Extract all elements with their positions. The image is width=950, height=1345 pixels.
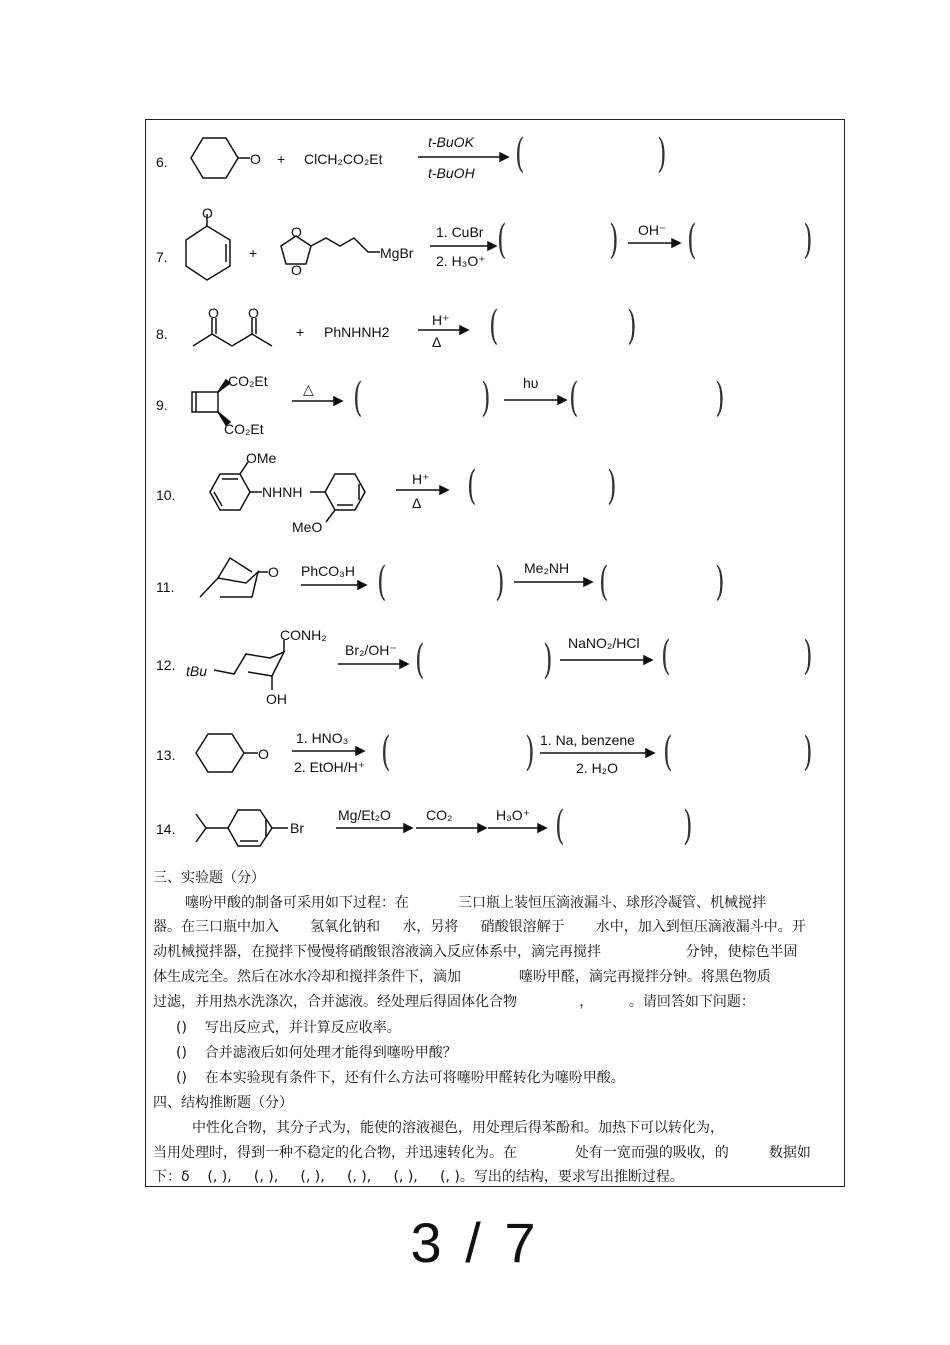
- isopropyl: [196, 814, 206, 842]
- svg-text:t-BuOK: t-BuOK: [428, 134, 474, 150]
- svg-text:CO₂: CO₂: [426, 807, 453, 823]
- blank-open: (: [467, 463, 477, 509]
- norcamphor: [200, 572, 258, 597]
- svg-text:ClCH₂CO₂Et: ClCH₂CO₂Et: [304, 151, 383, 167]
- blank-open: (: [661, 633, 671, 679]
- reaction-7: [156, 205, 680, 280]
- svg-text:H₃O⁺: H₃O⁺: [496, 807, 531, 823]
- cyclohexanone-ring-2: [196, 734, 244, 772]
- svg-text:CO₂Et: CO₂Et: [224, 421, 264, 437]
- blank-close: ): [657, 131, 667, 177]
- section4-line1: 中性化合物，其分子式为，能使的溶液褪色，用处理后得苯酚和。加热下可以转化为，: [192, 1120, 724, 1136]
- blank-close: ): [609, 217, 619, 263]
- svg-text:Δ: Δ: [432, 334, 442, 350]
- svg-text:2. H₃O⁺: 2. H₃O⁺: [436, 253, 486, 269]
- acetylacetone: [193, 334, 272, 346]
- svg-text:11.: 11.: [156, 579, 175, 595]
- svg-text:H⁺: H⁺: [412, 471, 430, 487]
- svg-text:O: O: [202, 205, 213, 221]
- reaction-6: [156, 134, 508, 181]
- svg-text:△: △: [303, 381, 314, 397]
- svg-text:CO₂Et: CO₂Et: [228, 373, 268, 389]
- svg-text:H⁺: H⁺: [432, 312, 450, 328]
- svg-text:MeO: MeO: [292, 519, 323, 535]
- svg-text:O: O: [291, 262, 302, 278]
- blank-close: ): [683, 803, 693, 849]
- svg-text:8.: 8.: [156, 326, 168, 342]
- svg-text:OH⁻: OH⁻: [638, 222, 667, 238]
- cyclohexenone-ring: [186, 226, 230, 280]
- svg-text:14.: 14.: [156, 821, 176, 837]
- blank-close: ): [607, 463, 617, 509]
- blank-open: (: [381, 729, 391, 775]
- section3-q3: () 在本实验现有条件下，还有什么方法可将噻吩甲醛转化为噻吩甲酸。: [176, 1070, 625, 1086]
- blank-close: ): [715, 559, 725, 605]
- svg-text:OH: OH: [266, 691, 287, 707]
- svg-text:Δ: Δ: [412, 495, 422, 511]
- svg-text:9.: 9.: [156, 397, 168, 413]
- blank-open: (: [497, 217, 507, 263]
- section3-line5: 过滤，并用热水洗涤次，合并滤液。经处理后得固体化合物 ， 。请回答如下问题：: [153, 994, 755, 1010]
- svg-text:2. EtOH/H⁺: 2. EtOH/H⁺: [294, 759, 366, 775]
- cyclohexane-chair: [214, 652, 284, 676]
- svg-text:MgBr: MgBr: [380, 245, 414, 261]
- section4-line2: 当用处理时，得到一种不稳定的化合物，并迅速转化为。在 处有一宽而强的吸收，的 数据如: [153, 1145, 811, 1161]
- svg-text:O: O: [291, 224, 302, 240]
- reaction-8: [156, 305, 468, 350]
- section3-title: 三、实验题（分）: [153, 870, 265, 886]
- svg-text:PhNHNH2: PhNHNH2: [324, 324, 390, 340]
- blank-open: (: [515, 131, 525, 177]
- reaction-10: [156, 450, 448, 535]
- blank-open: (: [415, 637, 425, 683]
- blank-close: ): [627, 303, 637, 349]
- section3-q1: () 写出反应式，并计算反应收率。: [176, 1020, 401, 1036]
- reaction-11: [156, 558, 592, 597]
- svg-text:O: O: [268, 564, 279, 580]
- section3-q2: () 合并滤液后如何处理才能得到噻吩甲酸？: [176, 1045, 457, 1061]
- reaction-12: [156, 627, 652, 707]
- svg-text:+: +: [249, 245, 258, 261]
- blank-close: ): [543, 637, 553, 683]
- blank-close: ): [525, 729, 535, 775]
- section3-line1: 噻吩甲酸的制备可采用如下过程：在 三口瓶上装恒压滴液漏斗、球形冷凝管、机械搅拌: [185, 895, 766, 911]
- blank-open: (: [489, 303, 499, 349]
- svg-text:+: +: [277, 151, 286, 167]
- dioxolane-ring: [281, 236, 311, 264]
- svg-text:1. HNO₃: 1. HNO₃: [296, 730, 349, 746]
- svg-text:PhCO₃H: PhCO₃H: [301, 563, 355, 579]
- svg-text:6.: 6.: [156, 154, 168, 170]
- svg-text:+: +: [296, 324, 305, 340]
- svg-text:NHNH: NHNH: [262, 484, 303, 500]
- section4-line3: 下：δ (, ), (, ), (, ), (, ), (, ), (, )。写出的结构，要求写出推断过程。: [153, 1169, 684, 1185]
- blank-close: ): [715, 375, 725, 421]
- page-number: 3 / 7: [410, 1211, 540, 1274]
- svg-text:OMe: OMe: [246, 450, 277, 466]
- svg-text:Mg/Et₂O: Mg/Et₂O: [338, 807, 391, 823]
- blank-open: (: [555, 803, 565, 849]
- svg-text:Br₂/OH⁻: Br₂/OH⁻: [345, 642, 397, 658]
- svg-text:O: O: [250, 151, 261, 167]
- svg-text:1. Na, benzene: 1. Na, benzene: [540, 732, 635, 748]
- svg-text:12.: 12.: [156, 657, 176, 673]
- section3-line2: 器。在三口瓶中加入 氢氧化钠和 水，另将 硝酸银溶解于 水中，加入到恒压滴液漏斗中。开: [153, 919, 806, 935]
- svg-text:hυ: hυ: [523, 375, 539, 391]
- blank-close: ): [495, 559, 505, 605]
- blank-close: ): [803, 729, 813, 775]
- section3-line4: 体生成完全。然后在冰水冷却和搅拌条件下，滴加 噻吩甲醛，滴完再搅拌分钟。将黑色物质: [153, 969, 771, 985]
- blank-open: (: [569, 375, 579, 421]
- svg-text:O: O: [208, 305, 219, 321]
- svg-text:10.: 10.: [156, 487, 176, 503]
- blank-close: ): [481, 375, 491, 421]
- reaction-14: [156, 807, 546, 846]
- section4-title: 四、结构推断题（分）: [153, 1095, 293, 1111]
- blank-close: ): [803, 217, 813, 263]
- blank-close: ): [803, 633, 813, 679]
- svg-text:t-BuOH: t-BuOH: [428, 165, 475, 181]
- blank-open: (: [663, 729, 673, 775]
- svg-text:Me₂NH: Me₂NH: [524, 560, 570, 576]
- svg-text:Br: Br: [290, 820, 304, 836]
- blank-open: (: [353, 375, 363, 421]
- blank-open: (: [377, 559, 387, 605]
- svg-text:13.: 13.: [156, 747, 176, 763]
- svg-text:tBu: tBu: [186, 663, 208, 679]
- section3-line3: 动机械搅拌器，在搅拌下慢慢将硝酸银溶液滴入反应体系中，滴完再搅拌 分钟，使棕色半固: [153, 944, 798, 960]
- cyclohexanone-ring: [191, 138, 238, 178]
- svg-text:7.: 7.: [156, 249, 168, 265]
- blank-open: (: [687, 217, 697, 263]
- blank-open: (: [599, 559, 609, 605]
- svg-text:CONH₂: CONH₂: [280, 627, 327, 643]
- svg-text:O: O: [258, 746, 269, 762]
- svg-text:NaNO₂/HCl: NaNO₂/HCl: [568, 635, 640, 651]
- reaction-13: [156, 730, 654, 776]
- svg-text:2. H₂O: 2. H₂O: [576, 760, 618, 776]
- svg-text:O: O: [248, 305, 259, 321]
- svg-text:1. CuBr: 1. CuBr: [436, 224, 484, 240]
